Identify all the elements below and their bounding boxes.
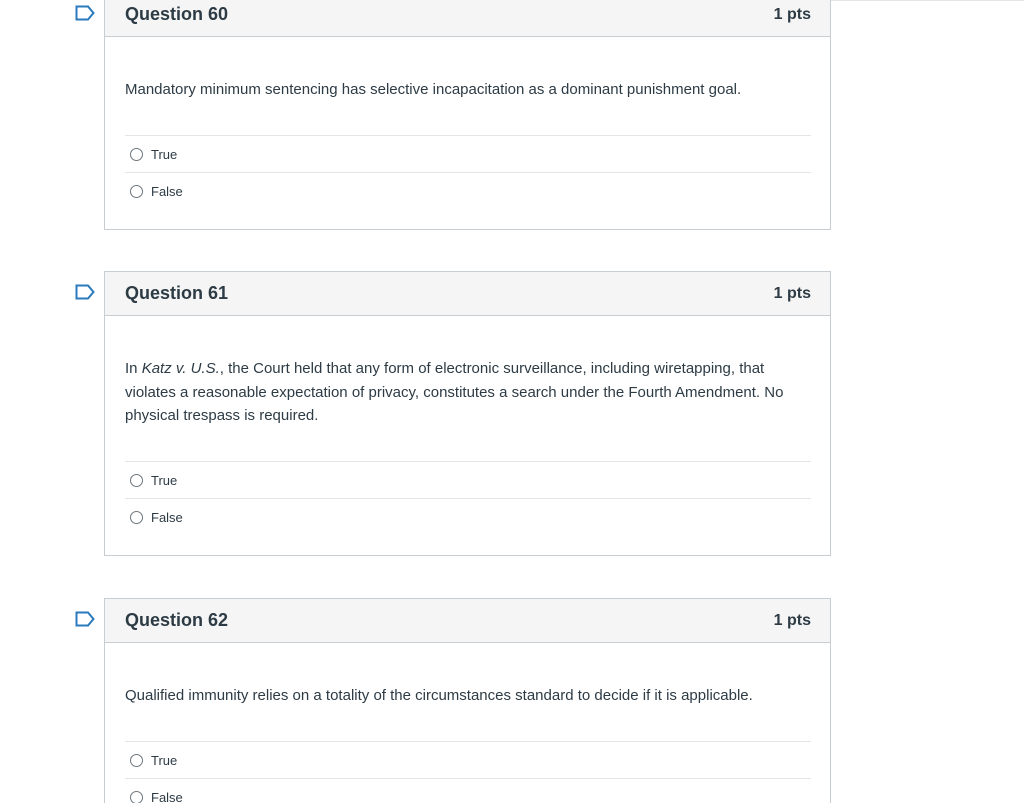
question-header (105, 272, 830, 316)
answer-list (125, 135, 811, 209)
answer-label: False (151, 509, 183, 525)
question-title: Question 60 (125, 4, 229, 24)
question-points: 1 pts (773, 611, 811, 629)
answer-option-false[interactable] (125, 498, 811, 535)
question-card (104, 0, 831, 230)
radio-unchecked-icon[interactable] (130, 791, 143, 803)
answer-list (125, 741, 811, 803)
answer-label: False (151, 789, 183, 803)
question-header (105, 0, 830, 37)
question-card (104, 598, 831, 803)
answer-label: True (151, 146, 178, 162)
flag-question-icon[interactable] (75, 611, 95, 627)
answer-option-false[interactable] (125, 778, 811, 803)
answer-label: False (151, 183, 183, 199)
radio-unchecked-icon[interactable] (130, 754, 143, 767)
question-text-suffix: , the Court held that any form of electronic surveillance, including wiretapping, that violates a reasonable expectation of privacy, constitutes a search under the Fourth Amendment. No physical trespass is required. (125, 360, 784, 424)
radio-unchecked-icon[interactable] (130, 185, 143, 198)
answer-option-true[interactable] (125, 135, 811, 172)
answer-label: True (151, 472, 178, 488)
flag-question-icon[interactable] (75, 284, 95, 300)
flag-question-icon[interactable] (75, 5, 95, 21)
radio-unchecked-icon[interactable] (130, 511, 143, 524)
answer-option-false[interactable] (125, 172, 811, 209)
question-title: Question 61 (125, 283, 229, 303)
answer-list (125, 461, 811, 535)
question-text-prefix: In (125, 360, 142, 377)
divider (830, 0, 1024, 1)
question-text (125, 357, 810, 428)
question-points: 1 pts (773, 284, 811, 302)
question-points: 1 pts (773, 5, 811, 23)
radio-unchecked-icon[interactable] (130, 148, 143, 161)
answer-option-true[interactable] (125, 461, 811, 498)
question-text: Mandatory minimum sentencing has selective incapacitation as a dominant punishment goal. (125, 81, 742, 98)
radio-unchecked-icon[interactable] (130, 474, 143, 487)
question-header (105, 599, 830, 643)
case-name: Katz v. U.S. (141, 360, 220, 377)
answer-label: True (151, 752, 178, 768)
answer-option-true[interactable] (125, 741, 811, 778)
question-title: Question 62 (125, 610, 229, 630)
question-card (104, 271, 831, 556)
question-text: Qualified immunity relies on a totality of the circumstances standard to decide if it is applicable. (125, 687, 753, 704)
